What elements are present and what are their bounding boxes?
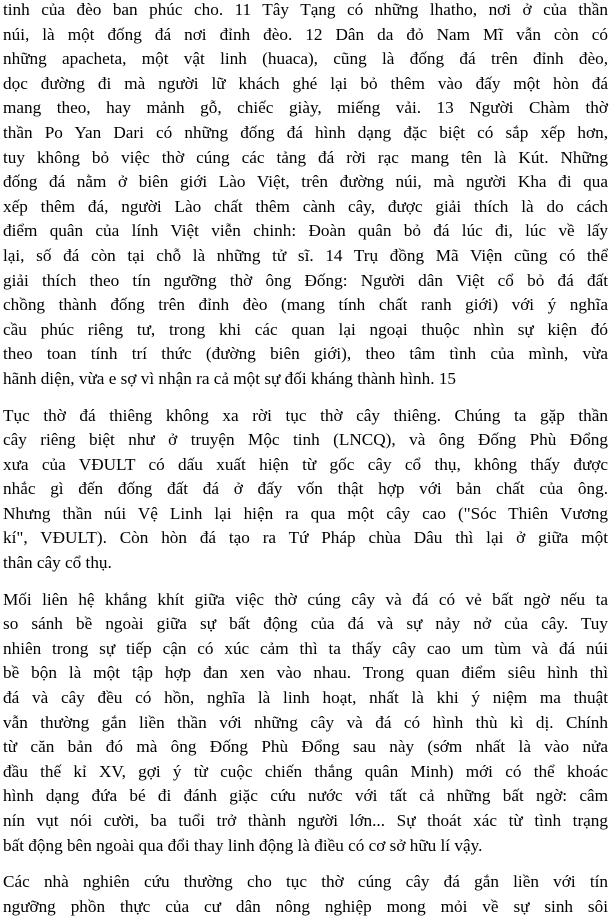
text-line: dọc đường đi mà người lữ khách ghé lại bỏ thêm vào đấy một hòn đá bbox=[3, 73, 608, 93]
text-line: nhiên trong sự tiếp cận có xúc cảm thì ta thấy cây cao um tùm và đá núi bbox=[3, 638, 608, 658]
text-line: xếp thêm đá, người Lào chất thêm cành cây, được giải thích là do cách bbox=[3, 196, 608, 216]
paragraph-stone-heaps bbox=[3, 0, 608, 392]
text-line: Mối liên hệ khắng khít giữa việc thờ cúng cây và đá có vẻ bất ngờ nếu ta bbox=[3, 589, 608, 609]
text-line: nhắc gì đến đống đất đá ở đấy vốn thật hợp với bản chất của ông. bbox=[3, 479, 608, 499]
paragraph-gap bbox=[3, 576, 608, 588]
text-line: đá và cây đều có hồn, nghĩa là linh hoạt, nhất là khi ý niệm ma thuật bbox=[3, 688, 608, 708]
text-line: Tục thờ đá thiêng không xa rời tục thờ cây thiêng. Chúng ta gặp thần bbox=[3, 405, 608, 425]
paragraph-sacred-trees bbox=[3, 404, 608, 576]
text-line: đống đá nằm ở biên giới Lào Việt, trên đường núi, mà người Kha đi qua bbox=[3, 172, 608, 192]
text-line: lại, số đá còn tại chỗ là những tử sĩ. 14 Trụ đồng Mã Viện cũng có thể bbox=[3, 245, 608, 265]
text-line: mang theo, hay mảnh gỗ, chiếc giày, miếng vải. 13 Người Chàm thờ bbox=[3, 98, 608, 118]
paragraph-gap bbox=[3, 392, 608, 404]
text-line: xưa của VĐULT có dấu xuất hiện từ gốc cây cổ thụ, không thấy được bbox=[3, 454, 608, 474]
text-line: từ căn bản đó mà ông Đống Phù Đổng sau này (sớm nhất là vào nửa bbox=[3, 737, 608, 757]
text-line: vẫn thường gắn liền thần với những cây và đá có hình thù kì dị. Chính bbox=[3, 712, 608, 732]
text-line: bất động bên ngoài qua đổi thay linh động là điều có cơ sở hữu lí vậy. bbox=[3, 835, 483, 855]
text-line: thân cây cổ thụ. bbox=[3, 553, 112, 573]
text-line: tuy không bỏ việc thờ cúng các tảng đá rời rạc mang tên là Kút. Những bbox=[3, 147, 608, 167]
text-line: cây riêng biệt như ở truyện Mộc tinh (LNCQ), và ông Đống Phù Đổng bbox=[3, 430, 608, 450]
text-line: giải thích theo tín ngưỡng thờ ông Đống: Người dân Việt cổ bỏ đá đất bbox=[3, 270, 608, 290]
text-line: đầu thế kỉ XV, gợi ý từ cuộc chiến thắng quân Minh) mới có thể khoác bbox=[3, 761, 608, 781]
text-line: kí", VĐULT). Còn hòn đá tạo ra Tứ Pháp chùa Dâu thì lại ở giữa một bbox=[3, 528, 608, 548]
text-line: điểm quân của lính Việt viễn chinh: Đoàn quân bỏ đá lúc đi, lúc về lấy bbox=[3, 221, 608, 241]
text-line: ngưỡng phồn thực của cư dân nông nghiệp mong mỏi về sự sinh sôi bbox=[3, 896, 608, 916]
text-line: hình dạng đứa bé đi đánh giặc cứu nước với tất cả những bất ngờ: câm bbox=[3, 786, 608, 806]
text-line: so sánh bề ngoài giữa sự bất động của đá và sự nảy nở của cây. Tuy bbox=[3, 614, 608, 634]
text-line: theo toan tính trí thức (đường biên giới), theo tâm tình của mình, vừa bbox=[3, 344, 608, 364]
paragraph-gap bbox=[3, 858, 608, 870]
document-page bbox=[3, 0, 608, 916]
text-line: những apacheta, một vật linh (huaca), cũng là đống đá trên đỉnh đèo, bbox=[3, 49, 608, 69]
text-line: chồng thành đống trên đỉnh đèo (mang tính chất ranh giới) với ý nghĩa bbox=[3, 295, 608, 315]
text-line: Các nhà nghiên cứu thường cho tục thờ cúng cây đá gắn liền với tín bbox=[3, 872, 608, 892]
paragraph-fertility-belief bbox=[3, 870, 608, 919]
text-line: hãnh diện, vừa e sợ vì nhận ra cả một sự đối kháng thành hình. 15 bbox=[3, 368, 457, 388]
paragraph-tree-stone-link bbox=[3, 588, 608, 859]
text-line: nín vụt nói cười, ba tuổi trở thành người lớn... Sự thoát xác từ tình trạng bbox=[3, 811, 608, 830]
text-line: thần Po Yan Dari có những đống đá hình dạng đặc biệt có sắp xếp hơn, bbox=[3, 122, 608, 142]
text-line: Nhưng thần núi Vệ Linh lại hiện ra qua một cây cao ("Sóc Thiên Vương bbox=[3, 503, 608, 523]
text-line: tinh của đèo ban phúc cho. 11 Tây Tạng có những lhatho, nơi ở của thần bbox=[3, 0, 608, 19]
text-line: bề bộn là một tập hợp đan xen vào nhau. Trong quan điểm siêu hình thì bbox=[3, 663, 608, 683]
text-line: núi, là một đống đá nơi đỉnh đèo. 12 Dân da đỏ Nam Mĩ vẫn còn có bbox=[3, 24, 608, 44]
text-line: cầu phúc riêng tư, trong khi các quan lại ngoại thuộc nhìn sự kiện đó bbox=[3, 319, 608, 339]
